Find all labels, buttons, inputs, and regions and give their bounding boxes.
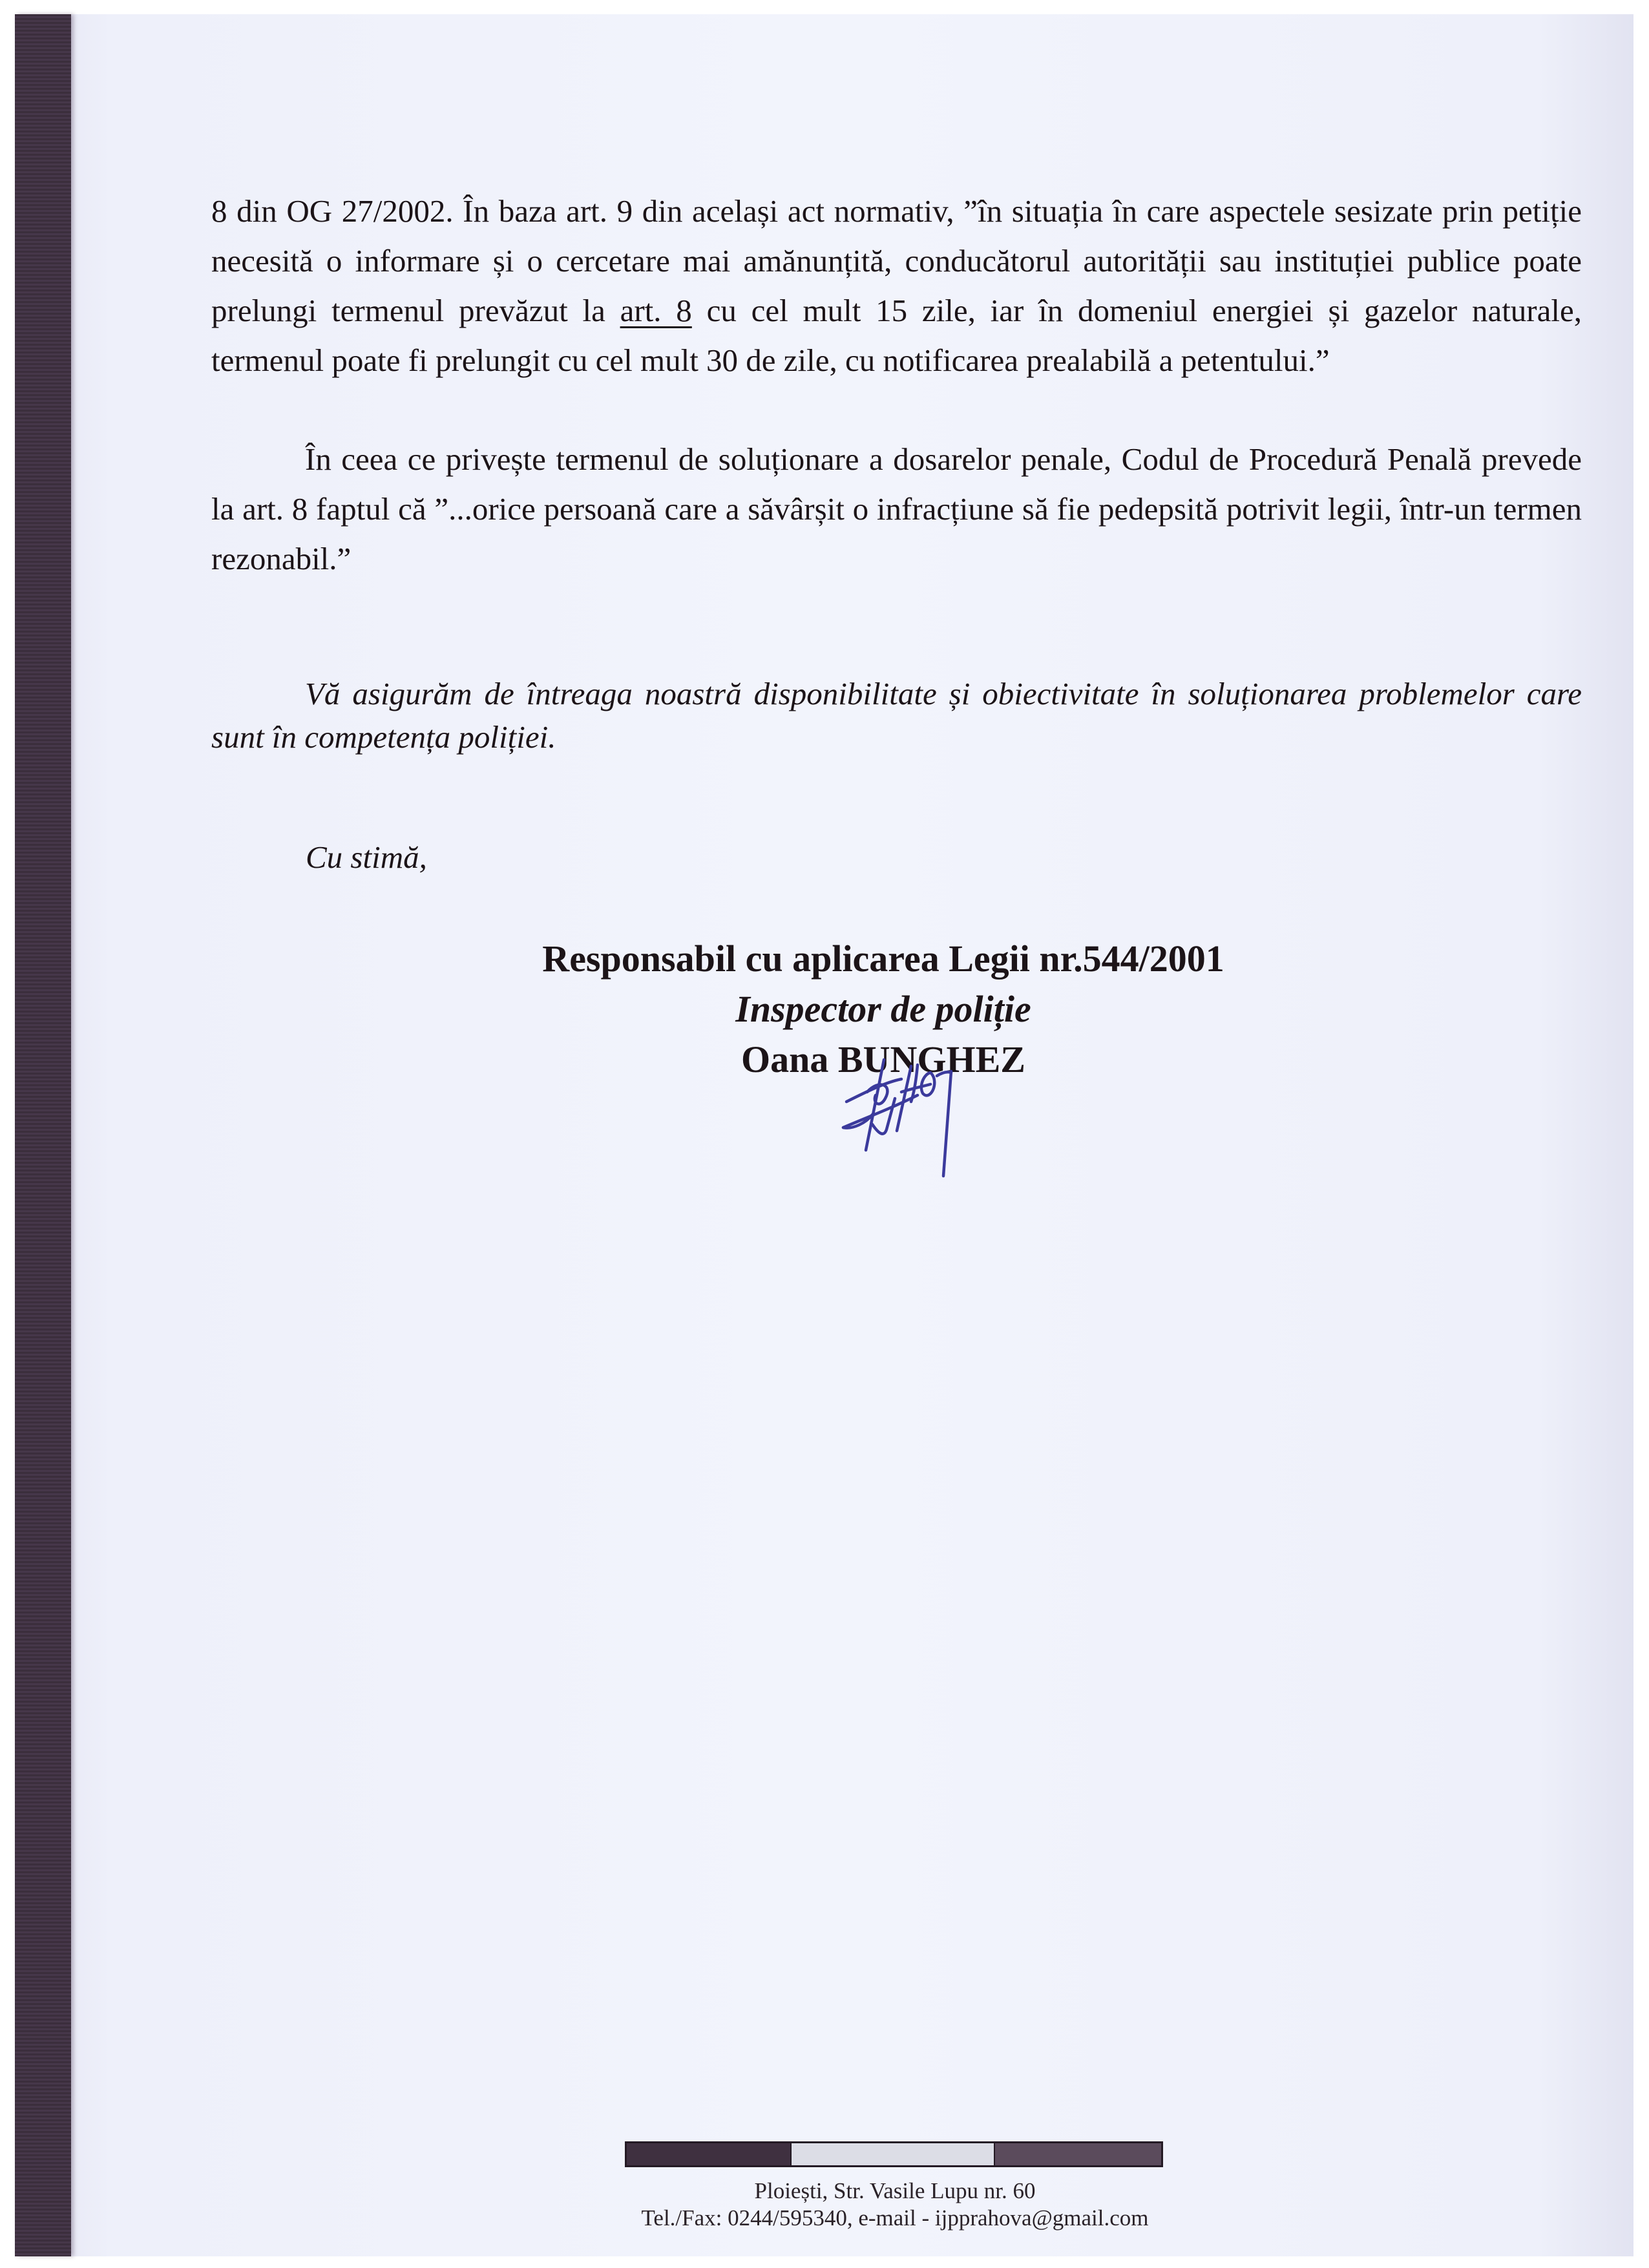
closing-salutation: Cu stimă, — [306, 839, 427, 875]
paragraph-text: cu cel mult 15 zile, iar în domeniul energiei și gazelor naturale, termenul poate fi prelungit cu cel mult 30 de zile, cu notificarea prealabilă a petentului.” — [211, 293, 1582, 378]
paragraph-deadline-extension — [211, 186, 1582, 385]
footer-phone-email: Tel./Fax: 0244/595340, e-mail - ijpprahova@gmail.com — [641, 2205, 1149, 2231]
paragraph-text: Vă asigurăm de întreaga noastră disponibilitate și obiectivitate în soluționarea problemelor care sunt în competența poliției. — [211, 676, 1582, 755]
signatory-role: Responsabil cu aplicarea Legii nr.544/2001 — [542, 938, 1224, 980]
footer-bar-segment-light — [790, 2143, 995, 2165]
footer-contact — [641, 2178, 1148, 2232]
footer-bar-segment-mid — [995, 2143, 1161, 2165]
binding-strip — [15, 14, 71, 2256]
handwritten-signature-icon — [840, 1053, 963, 1179]
signatory-name: Oana BUNGHEZ — [741, 1038, 1025, 1080]
footer-decorative-bar — [625, 2141, 1163, 2167]
paragraph-assurance — [211, 672, 1582, 759]
article-8-link[interactable]: art. 8 — [620, 293, 692, 328]
paragraph-text: În ceea ce privește termenul de soluționare a dosarelor penale, Codul de Procedură Penală prevede la art. 8 faptul că ”...orice persoană care a săvârșit o infracțiune să fie pedepsită potrivit legii, într-un termen rezonabil.” — [211, 441, 1582, 576]
footer-bar-segment-dark — [627, 2143, 790, 2165]
signatory-title: Inspector de poliție — [735, 988, 1031, 1030]
paragraph-criminal-procedure — [211, 434, 1582, 583]
footer-address: Ploiești, Str. Vasile Lupu nr. 60 — [754, 2178, 1036, 2203]
paragraph-text: 8 din OG 27/2002. În baza art. 9 din același act normativ, ”în situația în care aspectele sesizate prin petiție necesită o informare și o cercetare mai amănunțită, conducătorul autorității sau instituției publice poate prelungi termenul prevăzut la — [211, 193, 1582, 328]
